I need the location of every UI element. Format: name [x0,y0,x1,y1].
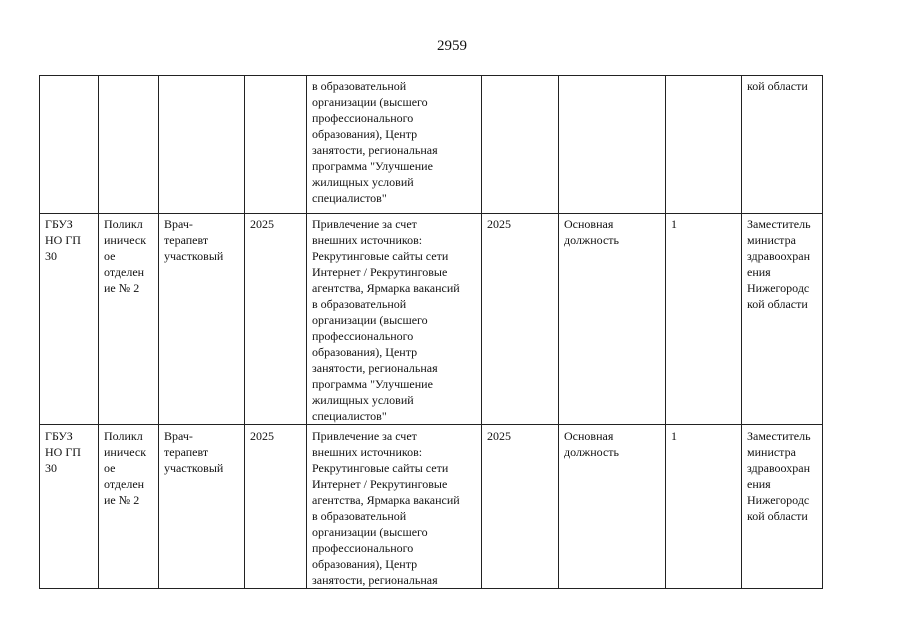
cell-year: 2025 [245,214,307,425]
cell-year2: 2025 [482,214,559,425]
cell-measures: Привлечение за счет внешних источников: Рекрутинговые сайты сети Интернет / Рекрутинговые агентства, Ярмарка вакансий в образовательной организации (высшего профессионального образования), Центр занятости, региональная программа "Улучшение жилищных условий специалистов" [307,214,482,425]
table-row [40,425,823,589]
cell-org: ГБУЗ НО ГП 30 [40,425,99,589]
cell-responsible: Заместитель министра здравоохран ения Нижегородс кой области [742,425,823,589]
cell-position: Врач- терапевт участковый [159,425,245,589]
cell-responsible: Заместитель министра здравоохран ения Нижегородс кой области [742,214,823,425]
cell-count: 1 [666,425,742,589]
cell-type: Основная должность [559,425,666,589]
cell-year [245,76,307,214]
staffing-table [39,75,823,589]
cell-position [159,76,245,214]
cell-year2: 2025 [482,425,559,589]
cell-org: ГБУЗ НО ГП 30 [40,214,99,425]
cell-measures: Привлечение за счет внешних источников: Рекрутинговые сайты сети Интернет / Рекрутинговые агентства, Ярмарка вакансий в образовательной организации (высшего профессионального образования), Центр занятости, региональная [307,425,482,589]
cell-unit [99,76,159,214]
cell-year2 [482,76,559,214]
cell-responsible: кой области [742,76,823,214]
cell-unit: Поликл иническ ое отделен ие № 2 [99,214,159,425]
page-number: 2959 [437,38,467,54]
table-row [40,76,823,214]
cell-year: 2025 [245,425,307,589]
cell-type: Основная должность [559,214,666,425]
cell-unit: Поликл иническ ое отделен ие № 2 [99,425,159,589]
table-row [40,214,823,425]
cell-count: 1 [666,214,742,425]
cell-org [40,76,99,214]
cell-count [666,76,742,214]
cell-position: Врач- терапевт участковый [159,214,245,425]
cell-type [559,76,666,214]
cell-measures: в образовательной организации (высшего профессионального образования), Центр занятости, региональная программа "Улучшение жилищных условий специалистов" [307,76,482,214]
